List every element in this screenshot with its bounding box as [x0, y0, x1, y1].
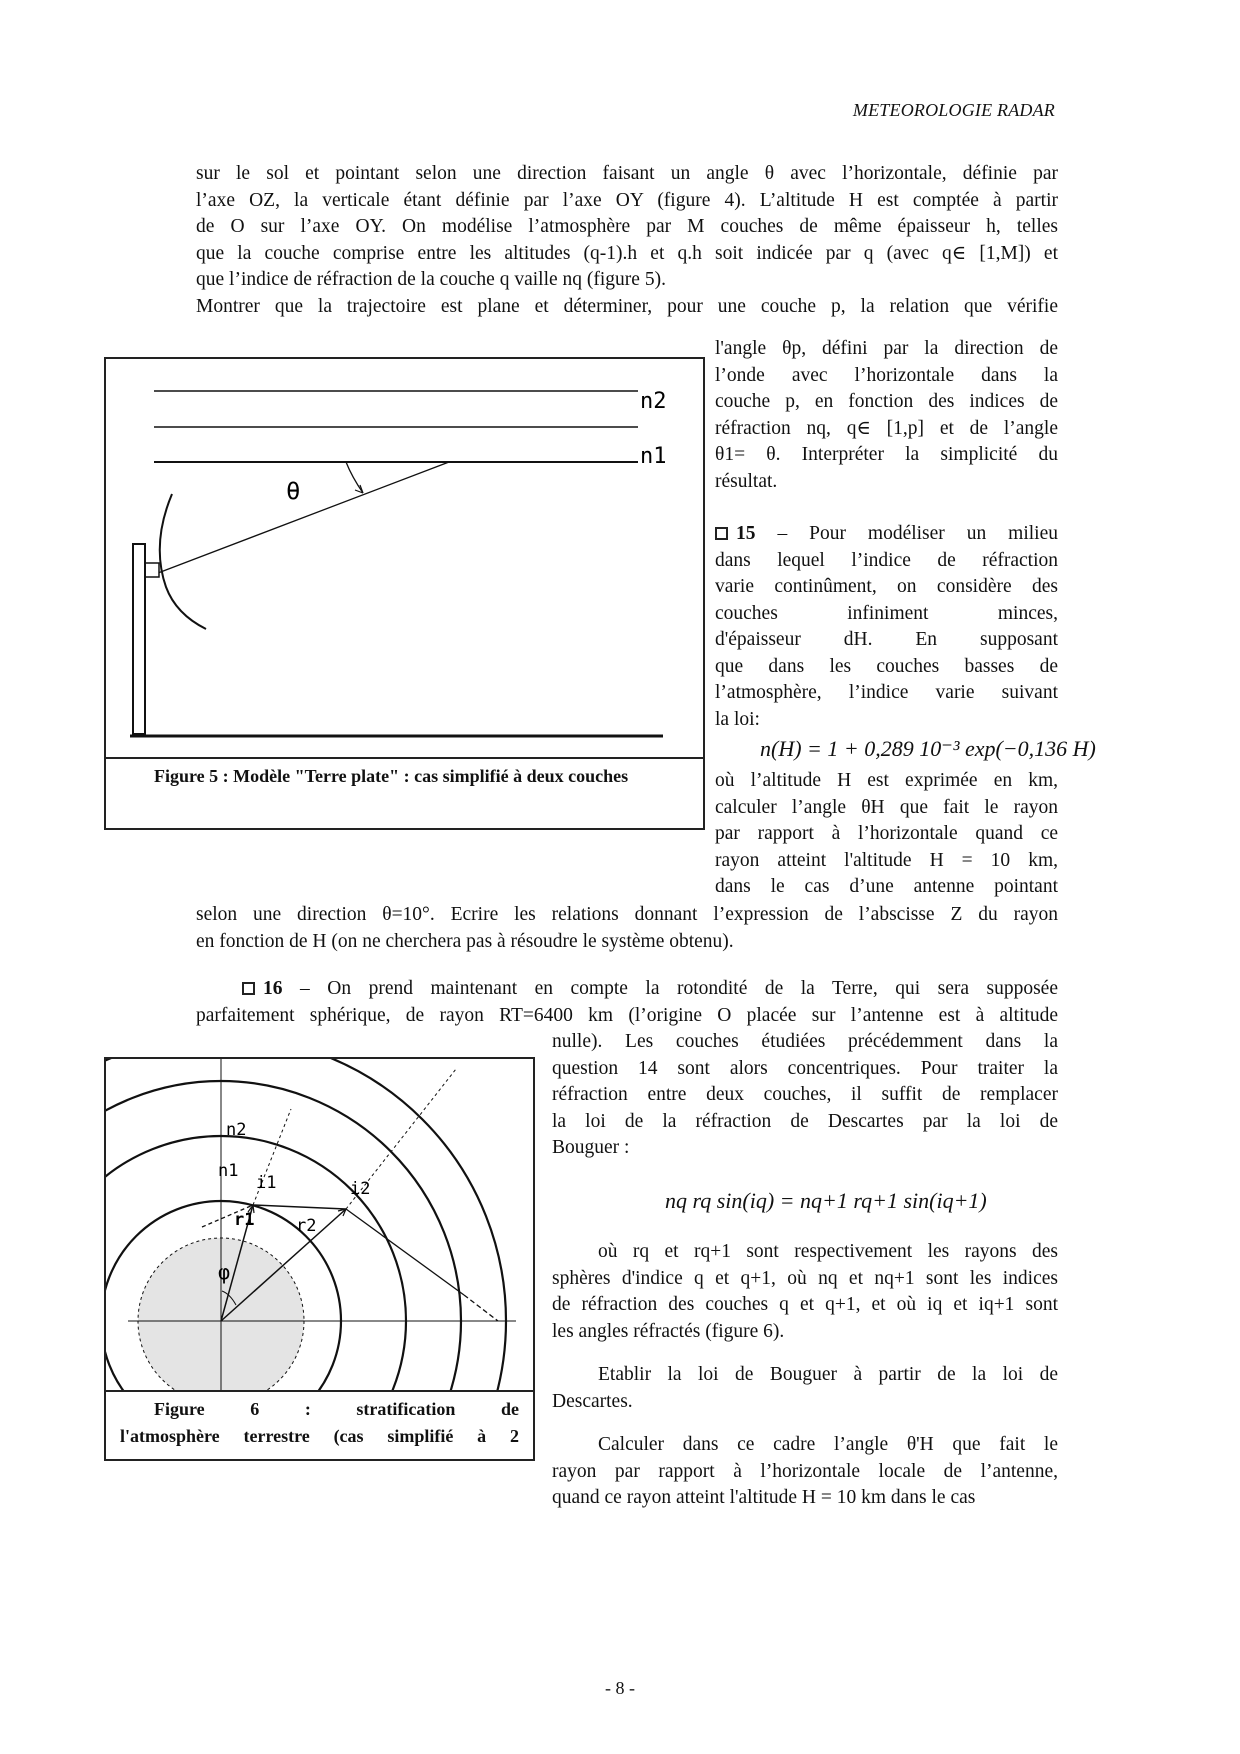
- q16-para3: [552, 1362, 1058, 1415]
- q15-line: varie continûment, on considère des: [715, 576, 1058, 597]
- checkbox-icon: [715, 527, 728, 540]
- q14-line: l'angle θp, défini par la direction de: [715, 338, 1058, 359]
- label-n2: n2: [640, 389, 667, 414]
- label-n1: n1: [640, 444, 667, 469]
- checkbox-icon: [242, 982, 255, 995]
- q15-line: que dans les couches basses de: [715, 655, 1058, 677]
- q15-full-line: selon une direction θ=10°. Ecrire les relations donnant l’expression de l’abscisse Z du rayon: [196, 904, 1058, 925]
- q16-para2-line: où rq et rq+1 sont respectivement les rayons des: [598, 1241, 1058, 1262]
- q16-intro: [196, 976, 1058, 1029]
- q14-side-text: [715, 336, 1058, 495]
- q15-first-line: [715, 521, 1058, 548]
- q14-line: réfraction nq, q∈ [1,p] et de l’angle: [715, 417, 1058, 439]
- label-n1: n1: [218, 1161, 239, 1181]
- intro-paragraph: [196, 161, 1058, 320]
- figure-6-caption-line: Figure 6 : stratification de: [154, 1399, 519, 1419]
- label-r2: r2: [296, 1216, 317, 1236]
- intro-line: l’axe OZ, la verticale étant définie par l’axe OY (figure 4). L’altitude H est comptée à partir: [196, 189, 1058, 211]
- figure-5-caption: [104, 757, 705, 830]
- q15-after-line: calculer l’angle θH que fait le rayon: [715, 796, 1058, 818]
- q16-side-line: la loi de la réfraction de Descartes par la loi de: [552, 1110, 1058, 1132]
- label-i1: i1: [256, 1173, 277, 1193]
- intro-line: de O sur l’axe OY. On modélise l’atmosphère par M couches de même épaisseur h, telles: [196, 216, 1058, 237]
- figure-6-caption-line: l'atmosphère terrestre (cas simplifié à 2: [120, 1426, 519, 1446]
- q15-full-text: [196, 902, 1058, 955]
- label-phi: φ: [218, 1260, 231, 1284]
- bouguer-equation: nq rq sin(iq) = nq+1 rq+1 sin(iq+1): [665, 1188, 987, 1213]
- q15-after-line: par rapport à l’horizontale quand ce: [715, 823, 1058, 844]
- intro-line: sur le sol et pointant selon une direction faisant un angle θ avec l’horizontale, définie par: [196, 163, 1058, 184]
- label-i2: i2: [350, 1179, 371, 1199]
- q15-line: d'épaisseur dH. En supposant: [715, 629, 1058, 650]
- page-number: - 8 -: [605, 1678, 635, 1698]
- q16-para4: [552, 1432, 1058, 1512]
- label-theta: θ: [286, 477, 301, 505]
- q16-para3-line: Etablir la loi de Bouguer à partir de la loi de: [598, 1364, 1058, 1385]
- q16-para4-line: quand ce rayon atteint l'altitude H = 10 km dans le cas: [552, 1487, 976, 1508]
- q16-para4-line: Calculer dans ce cadre l’angle θ'H que fait le: [598, 1434, 1058, 1455]
- q14-line: l’onde avec l’horizontale dans la: [715, 364, 1058, 386]
- q16-side-line: nulle). Les couches étudiées précédemment dans la: [552, 1031, 1058, 1052]
- q15-after-line: où l’altitude H est exprimée en km,: [715, 770, 1058, 791]
- intro-line: que la couche comprise entre les altitudes (q-1).h et q.h soit indicée par q (avec q∈ [1,M]) et: [196, 242, 1058, 264]
- q15-equation: n(H) = 1 + 0,289 10⁻³ exp(−0,136 H): [760, 736, 1096, 761]
- q16-line: parfaitement sphérique, de rayon RT=6400 km (l’origine O placée sur l’antenne est à altitude: [196, 1004, 1058, 1026]
- q16-side-line: question 14 sont alors concentriques. Pour traiter la: [552, 1057, 1058, 1079]
- q16-para2: [552, 1239, 1058, 1345]
- q16-number: 16: [263, 978, 283, 999]
- q15-after-line: rayon atteint l'altitude H = 10 km,: [715, 849, 1058, 871]
- label-n2: n2: [226, 1120, 247, 1140]
- q15-text: [715, 521, 1058, 733]
- intro-line: que l’indice de réfraction de la couche q vaille nq (figure 5).: [196, 269, 666, 290]
- q16-side-line: Bouguer :: [552, 1137, 630, 1158]
- q15-full-line: en fonction de H (on ne cherchera pas à résoudre le système obtenu).: [196, 930, 734, 952]
- q15-after-text: [715, 768, 1058, 901]
- q14-line: résultat.: [715, 470, 778, 492]
- q15-line: – Pour modéliser un milieu: [777, 523, 1058, 544]
- figure-6: [104, 1057, 535, 1459]
- q14-line: θ1= θ. Interpréter la simplicité du: [715, 444, 1058, 465]
- q16-para2-line: les angles réfractés (figure 6).: [552, 1320, 785, 1342]
- q15-number: 15: [736, 523, 756, 544]
- q16-side-text: [552, 1029, 1058, 1162]
- q15-line: la loi:: [715, 708, 760, 730]
- q15-after-line: dans le cas d’une antenne pointant: [715, 876, 1058, 897]
- q15-line: l’atmosphère, l’indice varie suivant: [715, 682, 1058, 703]
- q15-line: couches infiniment minces,: [715, 602, 1058, 624]
- q16-side-line: réfraction entre deux couches, il suffit de remplacer: [552, 1084, 1058, 1105]
- figure-5-drawing: [106, 359, 703, 808]
- figure-6-caption: [104, 1390, 535, 1461]
- running-header: METEOROLOGIE RADAR: [852, 100, 1055, 120]
- q14-tail-line: Montrer que la trajectoire est plane et déterminer, pour une couche p, la relation que vérifie: [196, 295, 1058, 317]
- q16-para3-line: Descartes.: [552, 1390, 633, 1412]
- q16-para4-line: rayon par rapport à l’horizontale locale de l’antenne,: [552, 1460, 1058, 1482]
- figure-5: [104, 357, 705, 810]
- q16-line: – On prend maintenant en compte la rotondité de la Terre, qui sera supposée: [300, 978, 1058, 999]
- figure-5-caption-text: Figure 5 : Modèle "Terre plate" : cas simplifié à deux couches: [154, 766, 629, 786]
- q16-first-line: [196, 976, 1058, 1003]
- q16-para2-line: de réfraction des couches q et q+1, et où iq et iq+1 sont: [552, 1294, 1058, 1315]
- q15-line: dans lequel l’indice de réfraction: [715, 549, 1058, 571]
- q14-line: couche p, en fonction des indices de: [715, 391, 1058, 412]
- label-r1: r1: [234, 1210, 255, 1230]
- q16-para2-line: sphères d'indice q et q+1, où nq et nq+1 sont les indices: [552, 1267, 1058, 1289]
